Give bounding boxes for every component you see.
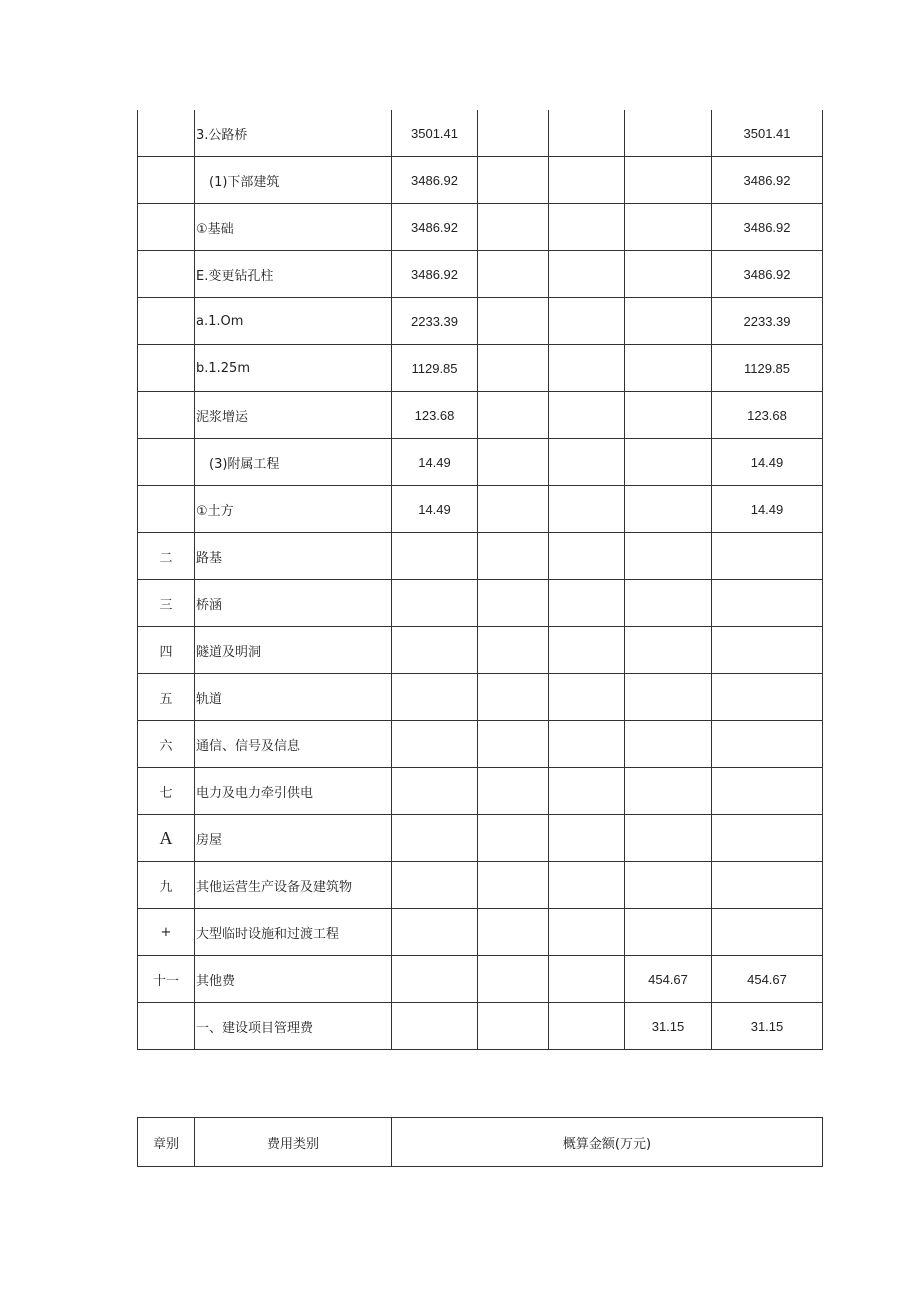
name-cell: 大型临时设施和过渡工程 [195,909,392,956]
amount-cell-3 [549,909,625,956]
table-row [138,627,823,674]
table-row [138,110,823,157]
chapter-cell: 三 [138,580,195,627]
name-cell: E.变更钻孔柱 [195,251,392,298]
amount-cell-1 [392,721,478,768]
amount-cell-4 [625,862,712,909]
amount-cell-2 [478,533,549,580]
amount-cell-3 [549,298,625,345]
amount-cell-4 [625,580,712,627]
total-cell [712,862,823,909]
amount-cell-4 [625,533,712,580]
amount-cell-3 [549,204,625,251]
amount-cell-4 [625,110,712,157]
table-row [138,251,823,298]
amount-cell-4 [625,204,712,251]
amount-cell-4 [625,674,712,721]
amount-cell-2 [478,627,549,674]
name-cell: 桥涵 [195,580,392,627]
total-cell [712,674,823,721]
amount-cell-4 [625,768,712,815]
amount-cell-1: 3486.92 [392,251,478,298]
table-row [138,486,823,533]
name-cell: ①土方 [195,486,392,533]
amount-cell-1: 123.68 [392,392,478,439]
chapter-cell [138,110,195,157]
name-cell: 其他运营生产设备及建筑物 [195,862,392,909]
table-row [138,345,823,392]
name-cell: (1)下部建筑 [195,157,392,204]
total-cell: 2233.39 [712,298,823,345]
amount-cell-1 [392,909,478,956]
amount-cell-2 [478,204,549,251]
amount-cell-2 [478,251,549,298]
amount-cell-3 [549,110,625,157]
table-row [138,392,823,439]
amount-cell-2 [478,909,549,956]
table-row [138,768,823,815]
amount-cell-2 [478,674,549,721]
table-row [138,1003,823,1050]
name-cell: 一、建设项目管理费 [195,1003,392,1050]
chapter-cell: + [138,909,195,956]
amount-cell-4: 31.15 [625,1003,712,1050]
amount-cell-2 [478,157,549,204]
name-cell: 路基 [195,533,392,580]
table-row [138,204,823,251]
amount-cell-1 [392,627,478,674]
amount-cell-2 [478,580,549,627]
amount-cell-4 [625,345,712,392]
name-cell: b.1.25m [195,345,392,392]
total-cell: 3486.92 [712,251,823,298]
chapter-cell [138,439,195,486]
amount-cell-3 [549,674,625,721]
total-cell: 3486.92 [712,157,823,204]
total-cell [712,533,823,580]
chapter-cell: 五 [138,674,195,721]
amount-cell-1 [392,533,478,580]
amount-cell-3 [549,251,625,298]
header-category: 费用类别 [195,1118,392,1167]
name-cell: 电力及电力牵引供电 [195,768,392,815]
amount-cell-2 [478,768,549,815]
table-row [138,815,823,862]
amount-cell-4 [625,157,712,204]
amount-cell-2 [478,345,549,392]
chapter-cell [138,204,195,251]
amount-cell-3 [549,956,625,1003]
amount-cell-1 [392,862,478,909]
amount-cell-1: 1129.85 [392,345,478,392]
amount-cell-4 [625,486,712,533]
total-cell: 31.15 [712,1003,823,1050]
total-cell: 3486.92 [712,204,823,251]
amount-cell-1 [392,674,478,721]
name-cell: 轨道 [195,674,392,721]
chapter-cell: 二 [138,533,195,580]
total-cell: 1129.85 [712,345,823,392]
table-row [138,862,823,909]
total-cell [712,627,823,674]
table-row [138,909,823,956]
amount-cell-4: 454.67 [625,956,712,1003]
amount-cell-2 [478,298,549,345]
amount-cell-2 [478,439,549,486]
chapter-cell [138,486,195,533]
name-cell: a.1.Om [195,298,392,345]
amount-cell-3 [549,815,625,862]
amount-cell-1 [392,768,478,815]
name-cell: ①基础 [195,204,392,251]
amount-cell-3 [549,392,625,439]
table-row [138,533,823,580]
total-cell [712,580,823,627]
total-cell [712,815,823,862]
amount-cell-3 [549,486,625,533]
amount-cell-1 [392,956,478,1003]
amount-cell-3 [549,721,625,768]
amount-cell-4 [625,721,712,768]
amount-cell-3 [549,627,625,674]
chapter-cell: 九 [138,862,195,909]
amount-cell-3 [549,157,625,204]
amount-cell-3 [549,345,625,392]
chapter-cell [138,298,195,345]
amount-cell-3 [549,768,625,815]
amount-cell-3 [549,533,625,580]
amount-cell-3 [549,580,625,627]
amount-cell-2 [478,1003,549,1050]
header-row [138,1118,823,1167]
chapter-cell [138,345,195,392]
table-row [138,721,823,768]
amount-cell-2 [478,862,549,909]
name-cell: 房屋 [195,815,392,862]
amount-cell-3 [549,439,625,486]
amount-cell-3 [549,862,625,909]
amount-cell-4 [625,815,712,862]
table-row [138,298,823,345]
total-cell: 14.49 [712,486,823,533]
amount-cell-2 [478,486,549,533]
name-cell: 泥浆增运 [195,392,392,439]
total-cell [712,909,823,956]
chapter-cell [138,1003,195,1050]
amount-cell-4 [625,298,712,345]
amount-cell-1: 14.49 [392,486,478,533]
table-row [138,956,823,1003]
header-amount: 概算金额(万元) [392,1118,823,1167]
amount-cell-2 [478,110,549,157]
total-cell: 14.49 [712,439,823,486]
chapter-cell [138,157,195,204]
chapter-cell: 十一 [138,956,195,1003]
amount-cell-4 [625,251,712,298]
header-chapter: 章别 [138,1118,195,1167]
amount-cell-2 [478,392,549,439]
estimate-table [137,110,823,1050]
total-cell: 454.67 [712,956,823,1003]
chapter-cell: A [138,815,195,862]
chapter-cell [138,251,195,298]
name-cell: 通信、信号及信息 [195,721,392,768]
chapter-cell [138,392,195,439]
chapter-cell: 四 [138,627,195,674]
name-cell: 3.公路桥 [195,110,392,157]
chapter-cell: 六 [138,721,195,768]
total-cell: 123.68 [712,392,823,439]
total-cell [712,721,823,768]
chapter-cell: 七 [138,768,195,815]
table-row [138,439,823,486]
name-cell: 其他费 [195,956,392,1003]
total-cell [712,768,823,815]
amount-cell-2 [478,721,549,768]
amount-cell-1: 2233.39 [392,298,478,345]
amount-cell-2 [478,956,549,1003]
total-cell: 3501.41 [712,110,823,157]
table-row [138,580,823,627]
amount-cell-4 [625,909,712,956]
amount-cell-1 [392,580,478,627]
table-row [138,674,823,721]
amount-cell-1 [392,815,478,862]
amount-cell-3 [549,1003,625,1050]
amount-cell-1: 3486.92 [392,204,478,251]
amount-cell-1 [392,1003,478,1050]
amount-cell-1: 3486.92 [392,157,478,204]
amount-cell-4 [625,439,712,486]
amount-cell-4 [625,392,712,439]
amount-cell-1: 3501.41 [392,110,478,157]
amount-cell-4 [625,627,712,674]
name-cell: 隧道及明洞 [195,627,392,674]
name-cell: (3)附属工程 [195,439,392,486]
amount-cell-1: 14.49 [392,439,478,486]
amount-cell-2 [478,815,549,862]
table-row [138,157,823,204]
estimate-header-table [137,1117,823,1167]
